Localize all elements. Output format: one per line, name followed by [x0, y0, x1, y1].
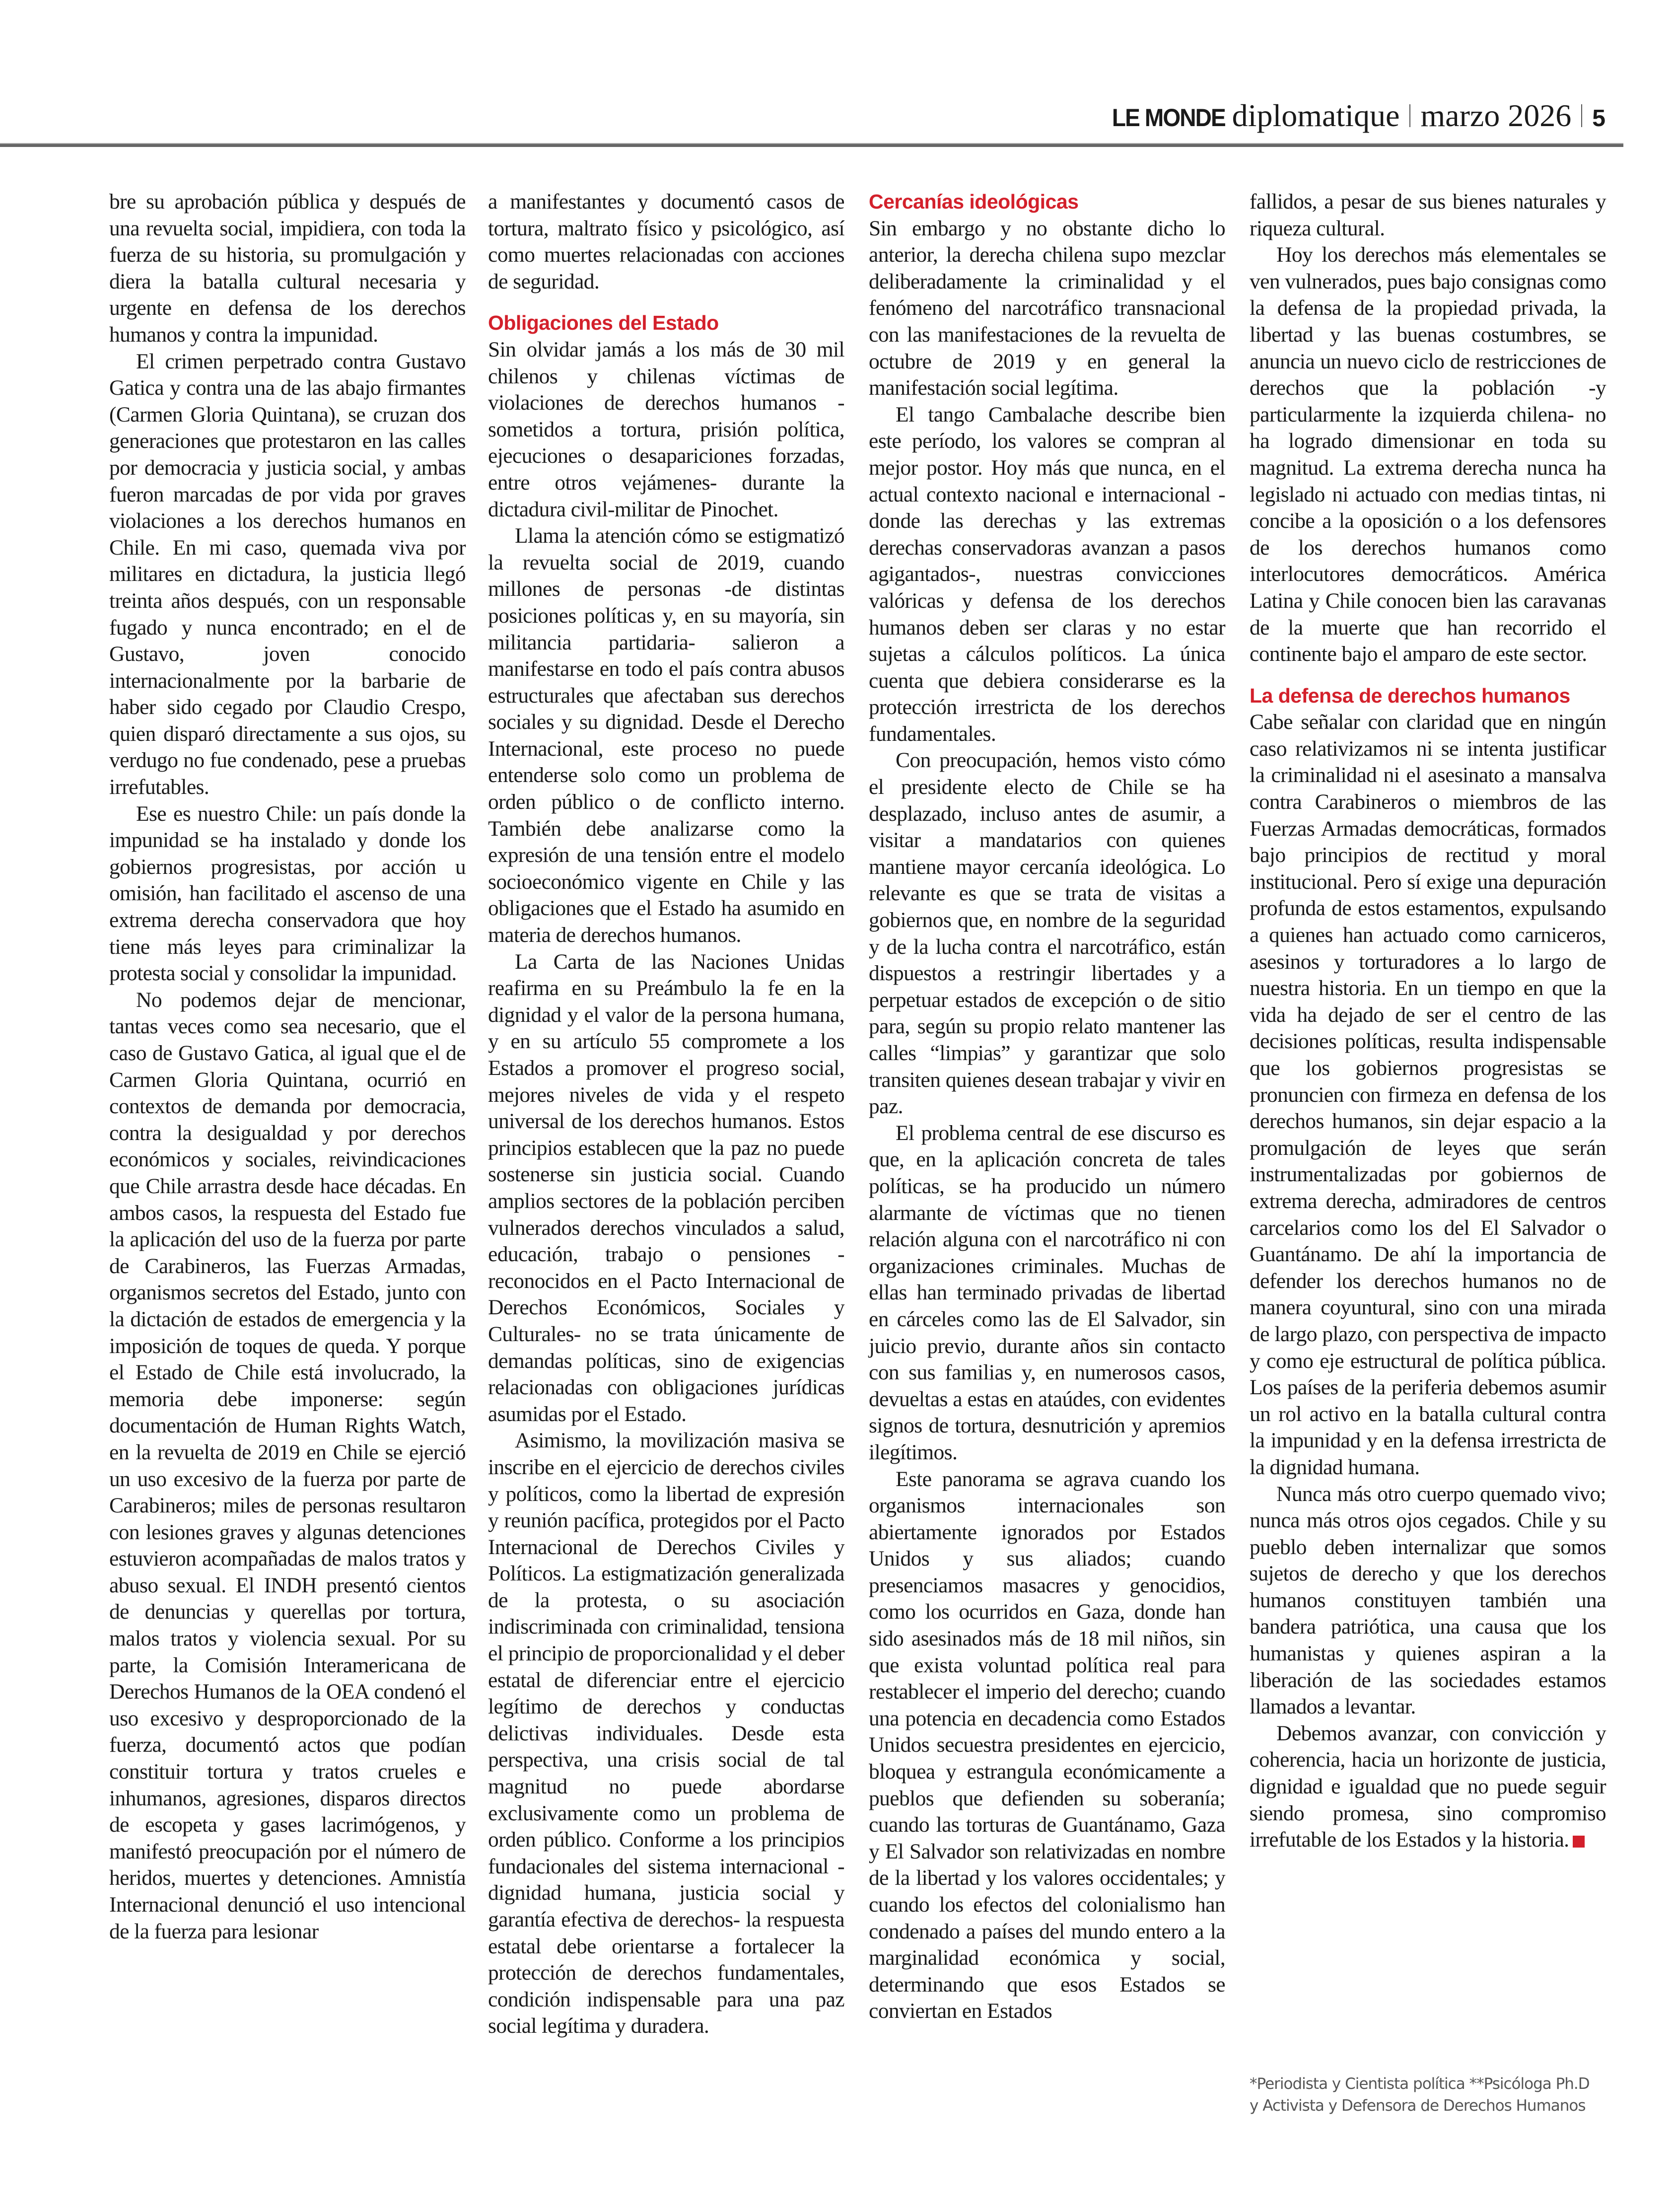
paragraph-text: Debemos avanzar, con convicción y coherencia, hacia un horizonte de justicia, dignidad e igualdad que no puede seguir siendo promesa, sino compromiso irrefutable de los Estados y la historia.: [1250, 1721, 1606, 1852]
issue-date: marzo 2026: [1420, 98, 1572, 133]
paragraph: Este panorama se agrava cuando los organismos internacionales son abiertamente ignorados por Estados Unidos y sus aliados; cuando presenciamos masacres y genocidios, como los ocurridos en Gaza, donde han sido asesinados más de 18 mil niños, sin que exista voluntad política real para restablecer el imperio del derecho; cuando una potencia en decadencia como Estados Unidos secuestra presidentes en ejercicio, bloquea y estrangula económicamente a pueblos que defienden su soberanía; cuando las torturas de Guantánamo, Gaza y El Salvador son relativizadas en nombre de la libertad y los valores occidentales; y cuando los efectos del colonialismo han condenado a países del mundo entero a la marginalidad económica y social, determinando que esos Estados se conviertan en Estados: [869, 1467, 1225, 2023]
paragraph: Sin embargo y no obstante dicho lo anterior, la derecha chilena supo mezclar deliberadamente la criminalidad y el fenómeno del narcotráfico transnacional con las manifestaciones de la revuelta de octubre de 2019 y en general la manifestación social legítima.: [869, 216, 1225, 400]
paragraph: No podemos dejar de mencionar, tantas veces como sea necesario, que el caso de Gustavo Gatica, al igual que el de Carmen Gloria Quintana, ocurrió en contextos de demanda por democracia, contra la desigualdad y por derechos económicos y sociales, reivindicaciones que Chile arrastra desde hace décadas. En ambos casos, la respuesta del Estado fue la aplicación del uso de la fuerza por parte de Carabineros, las Fuerzas Armadas, organismos secretos del Estado, junto con la dictación de estados de emergencia y la imposición de toques de queda. Y porque el Estado de Chile está involucrado, la memoria debe imponerse: según documentación de Human Rights Watch, en la revuelta de 2019 en Chile se ejerció un uso excesivo de la fuerza por parte de Carabineros; miles de personas resultaron con lesiones graves y algunas detenciones estuvieron acompañadas de malos tratos y abuso sexual. El INDH presentó cientos de denuncias y querellas por tortura, malos tratos y violencia sexual. Por su parte, la Comisión Interamericana de Derechos Humanos de la OEA condenó el uso excesivo y desproporcionado de la fuerza, documentó actos que podían constituir tortura y tratos crueles e inhumanos, agresiones, disparos directos de escopeta y gases lacrimógenos, y manifestó preocupación por el número de heridos, muertes y detenciones. Amnistía Internacional denunció el uso intencional de la fuerza para lesionar: [109, 988, 466, 1943]
author-footnote: *Periodista y Cientista política **Psicóloga Ph.D y Activista y Defensora de Derechos Humanos: [1250, 2075, 1590, 2115]
paragraph: Asimismo, la movilización masiva se inscribe en el ejercicio de derechos civiles y políticos, como la libertad de expresión y reunión pacífica, protegidos por el Pacto Internacional de Derechos Civiles y Políticos. La estigmatización generalizada de la protesta, o su asociación indiscriminada con criminalidad, tensiona el principio de proporcionalidad y el deber estatal de diferenciar entre el ejercicio legítimo de derechos y conductas delictivas individuales. Desde esta perspectiva, una crisis social de tal magnitud no puede abordarse exclusivamente como un problema de orden público. Conforme a los principios fundacionales del sistema internacional -dignidad humana, justicia social y garantía efectiva de derechos- la respuesta estatal debe orientarse a fortalecer la protección de derechos fundamentales, condición indispensable para una paz social legítima y duradera.: [488, 1428, 844, 2038]
paragraph: Cabe señalar con claridad que en ningún caso relativizamos ni se intenta justificar la criminalidad ni el asesinato a mansalva contra Carabineros o miembros de las Fuerzas Armadas democráticas, formados bajo principios de rectitud y moral institucional. Pero sí exige una depuración profunda de estos estamentos, expulsando a quienes han actuado como carniceros, asesinos y torturadores a lo largo de nuestra historia. En un tiempo en que la vida ha dejado de ser el centro de las decisiones políticas, resulta indispensable que los gobiernos progresistas se pronuncien con firmeza en defensa de los derechos humanos, sin dejar espacio a la promulgación de leyes que serán instrumentalizadas por gobiernos de extrema derecha, admiradores de centros carcelarios como los del El Salvador o Guantánamo. De ahí la importancia de defender los derechos humanos no de manera coyuntural, sino con una mirada de largo plazo, con perspectiva de impacto y como eje estructural de política pública. Los países de la periferia debemos asumir un rol activo en la batalla cultural contra la impunidad y en la defensa irrestricta de la dignidad humana.: [1250, 710, 1606, 1479]
paragraph: El crimen perpetrado contra Gustavo Gatica y contra una de las abajo firmantes (Carmen Gloria Quintana), se cruzan dos generaciones que protestaron en las calles por democracia y justicia social, y ambas fueron marcadas de por vida por graves violaciones a los derechos humanos en Chile. En mi caso, quemada viva por militares en dictadura, la justicia llegó treinta años después, con un responsable fugado y nunca encontrado; en el de Gustavo, joven conocido internacionalmente por la barbarie de haber sido cegado por Claudio Crespo, quien disparó directamente a sus ojos, su verdugo no fue condenado, pese a pruebas irrefutables.: [109, 349, 466, 799]
paragraph: Hoy los derechos más elementales se ven vulnerados, pues bajo consignas como la defensa de la propiedad privada, la libertad y las buenas costumbres, se anuncia un nuevo ciclo de restricciones de derechos que la población -y particularmente la izquierda chilena- no ha logrado dimensionar en toda su magnitud. La extrema derecha nunca ha legislado ni actuado con medias tintas, ni concibe a la oposición o a los defensores de los derechos humanos como interlocutores democráticos. América Latina y Chile conocen bien las caravanas de la muerte que han recorrido el continente bajo el amparo de este sector.: [1250, 243, 1606, 666]
column-1: [109, 189, 466, 1945]
header-rule: [0, 143, 1623, 147]
paragraph: bre su aprobación pública y después de una revuelta social, impidiera, con toda la fuerza de su historia, su promulgación y diera la batalla cultural necesaria y urgente en defensa de los derechos humanos y contra la impunidad.: [109, 190, 466, 347]
masthead: [1102, 97, 1605, 134]
paragraph: a manifestantes y documentó casos de tortura, maltrato físico y psicológico, así como muertes relacionadas con acciones de seguridad.: [488, 190, 844, 293]
column-3: [869, 189, 1225, 2025]
page-number: 5: [1592, 105, 1605, 132]
paragraph: fallidos, a pesar de sus bienes naturales y riqueza cultural.: [1250, 190, 1606, 240]
paragraph: La Carta de las Naciones Unidas reafirma en su Preámbulo la fe en la dignidad y el valor de la persona humana, y en su artículo 55 compromete a los Estados a promover el progreso social, mejores niveles de vida y el respeto universal de los derechos humanos. Estos principios establecen que la paz no puede sostenerse sin justicia social. Cuando amplios sectores de la población perciben vulnerados derechos vinculados a salud, educación, trabajo o pensiones -reconocidos en el Pacto Internacional de Derechos Económicos, Sociales y Culturales- no se trata únicamente de demandas políticas, sino de exigencias relacionadas con obligaciones jurídicas asumidas por el Estado.: [488, 949, 844, 1426]
paragraph: El problema central de ese discurso es que, en la aplicación concreta de tales políticas, se ha producido un número alarmante de víctimas que no tienen relación alguna con el narcotráfico ni con organizaciones criminales. Muchas de ellas han terminado privadas de libertad en cárceles como las de El Salvador, sin juicio previo, durante años sin contacto con sus familias y, en numerosos casos, devueltas a estas en ataúdes, con evidentes signos de tortura, desnutrición y apremios ilegítimos.: [869, 1121, 1225, 1464]
brand-name: LE MONDE: [1112, 104, 1225, 132]
paragraph: Llama la atención cómo se estigmatizó la revuelta social de 2019, cuando millones de personas -de distintas posiciones políticas y, en su mayoría, sin militancia partidaria- salieron a manifestarse en todo el país contra abusos estructurales que afectaban sus derechos sociales y su dignidad. Desde el Derecho Internacional, este proceso no puede entenderse solo como un problema de orden público o de conflicto interno. También debe analizarse como la expresión de una tensión entre el modelo socioeconómico vigente en Chile y las obligaciones que el Estado ha asumido en materia de derechos humanos.: [488, 524, 844, 947]
final-paragraph: [1250, 1720, 1606, 1854]
divider: [1581, 104, 1582, 127]
paragraph: Sin olvidar jamás a los más de 30 mil chilenos y chilenas víctimas de violaciones de derechos humanos -sometidos a tortura, prisión política, ejecuciones o desapariciones forzadas, entre otros vejámenes- durante la dictadura civil-militar de Pinochet.: [488, 337, 844, 521]
section-heading: Obligaciones del Estado: [488, 311, 719, 335]
divider: [1409, 104, 1410, 127]
paragraph: Ese es nuestro Chile: un país donde la impunidad se ha instalado y donde los gobiernos progresistas, por acción u omisión, han facilitado el ascenso de una extrema derecha conservadora que hoy tiene más leyes para criminalizar la protesta social y consolidar la impunidad.: [109, 801, 466, 986]
column-2: [488, 189, 844, 2040]
publication-name: diplomatique: [1232, 98, 1400, 133]
column-4: [1250, 189, 1606, 1854]
paragraph: Nunca más otro cuerpo quemado vivo; nunca más otros ojos cegados. Chile y su pueblo deben internalizar que somos sujetos de derecho y que los derechos humanos constituyen también una bandera patriótica, una causa que los humanistas y quienes aspiran a la liberación de las sociedades estamos llamados a levantar.: [1250, 1482, 1606, 1719]
paragraph: El tango Cambalache describe bien este período, los valores se compran al mejor postor. Hoy más que nunca, en el actual contexto nacional e internacional -donde las derechas y las extremas derechas conservadoras avanzan a pasos agigantados-, nuestras convicciones valóricas y defensa de los derechos humanos deben ser claras y no estar sujetas a cálculos políticos. La única cuenta que debiera considerarse es la protección irrestricta de los derechos fundamentales.: [869, 402, 1225, 746]
section-heading: La defensa de derechos humanos: [1250, 684, 1570, 707]
section-heading: Cercanías ideológicas: [869, 190, 1079, 213]
end-mark-icon: [1573, 1836, 1585, 1848]
paragraph: Con preocupación, hemos visto cómo el presidente electo de Chile se ha desplazado, incluso antes de asumir, a visitar a mandatarios con quienes mantiene mayor cercanía ideológica. Lo relevante es que se trata de visitas a gobiernos que, en nombre de la seguridad y de la lucha contra el narcotráfico, están dispuestos a restringir libertades y a perpetuar estados de excepción o de sitio para, según su propio relato mantener las calles “limpias” y garantizar que solo transiten quienes desean trabajar y vivir en paz.: [869, 748, 1225, 1119]
